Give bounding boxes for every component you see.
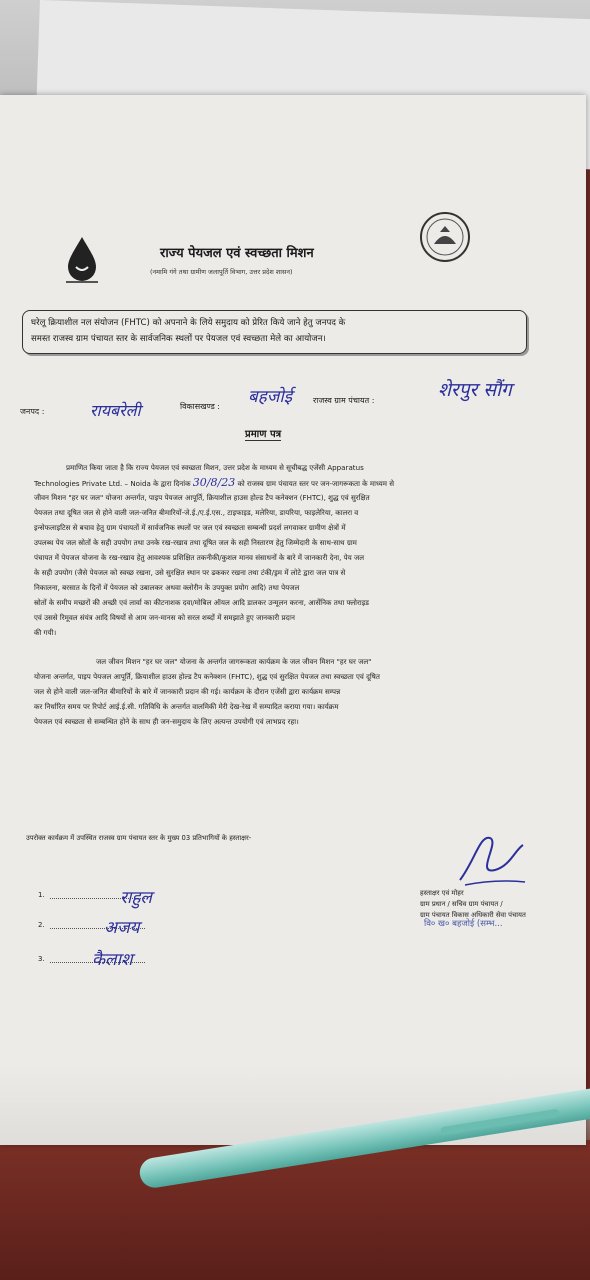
block-label: विकासखण्ड :	[180, 402, 221, 411]
up-govt-emblem-icon	[418, 210, 472, 264]
banner-line-1: घरेलू क्रियाशील नल संयोजन (FHTC) को अपनाने के लिये समुदाय को प्रेरित किये जाने हेतु जनपद के	[31, 318, 346, 328]
paragraph-1-line-6: उपलब्ध पेय जल स्रोतों के सही उपयोग तथा उनके रख-रखाव तथा दूषित जल के सही निस्तारण हेतु जिम्मेदारी के साथ-साथ ग्राम	[34, 538, 357, 547]
paragraph-1-line-9: निकालना, बरसात के दिनों में पेयजल को उबालकर अथवा क्लोरीन के उपयुक्त प्रयोग आदि) तथा पेयजल	[34, 583, 300, 592]
district-label: जनपद :	[20, 407, 45, 416]
paragraph-1-line-8: के सही उपयोग (जैसे पेयजल को स्वच्छ रखना, उसे सुरक्षित स्थान पर ढककर रखना तथा टंकी/ड्रम में लोटे द्वारा जल पात्र से	[34, 568, 346, 577]
signatory-2-number: 2.	[38, 921, 45, 929]
district-value: रायबरेली	[90, 401, 141, 420]
paragraph-1-line-1: प्रमाणित किया जाता है कि राज्य पेयजल एवं स्वच्छता मिशन, उत्तर प्रदेश के माध्यम से सूचीबद्ध एजेंसी Apparatus	[66, 463, 364, 472]
agency-text: Technologies Private Ltd. – Noida के द्वारा दिनांक	[34, 479, 191, 488]
official-signature-icon	[455, 830, 530, 890]
paragraph-1-line-5: इन्सेफलाइटिस से बचाव हेतु ग्राम पंचायतों में सार्वजनिक स्थलों पर जल एवं स्वच्छता सम्बन्धी प्रदर्श लगवाकर ग्रामीण क्षेत्रों में	[34, 523, 346, 532]
certificate-title: प्रमाण पत्र	[245, 426, 281, 441]
paragraph-2-line-4: कर निर्धारित समय पर रिपोर्ट आई.ई.सी. गतिविधि के अन्तर्गत वालमिकी मेरी देख-रेख में सम्पादित कराया गया। कार्यक्रम	[34, 702, 339, 711]
signatory-3-name: कैलाश	[92, 950, 133, 970]
signatory-2-name: अजय	[104, 918, 140, 938]
block-value: बहजोई	[248, 387, 293, 407]
event-date: 30/8/23	[192, 476, 236, 489]
agency-text-cont: को राजस्व ग्राम पंचायत स्तर पर जन-जागरूकता के माध्यम से	[237, 479, 395, 488]
paragraph-1-line-11: एवं उससे रिमूवल संयंत्र आदि विषयों से आम जन-मानस को सरल शब्दों में समझाते हुए जानकारी प्रदान	[34, 613, 295, 622]
official-block	[420, 888, 580, 921]
jal-jeevan-logo-icon	[62, 235, 102, 287]
signatories-intro: उपरोक्त कार्यक्रम में उपस्थित राजस्व ग्राम पंचायत स्तर के मुख्य 03 प्रतिभागियों के हस्ताक्षर-	[26, 834, 252, 842]
official-stamp: वि० ख० बहजोई (सम्भ...	[424, 919, 503, 929]
paragraph-1-line-3: जीवन मिशन "हर घर जल" योजना अन्तर्गत, पाइप पेयजल आपूर्ति, क्रियाशील हाउस होल्ड टैप कनेक्शन (FHTC), शुद्ध एवं सुरक्षित	[34, 493, 370, 502]
signatory-3-number: 3.	[38, 955, 45, 963]
paragraph-2-line-5: पेयजल एवं स्वच्छता से सम्बन्धित होने के साथ ही जन-समुदाय के लिए अत्यन्त उपयोगी एवं लाभप्रद रहा।	[34, 717, 299, 726]
header-title: राज्य पेयजल एवं स्वच्छता मिशन	[160, 246, 314, 261]
paragraph-1-line-7: पंचायत में पेयजल योजना के रख-रखाव हेतु आवश्यक प्रशिक्षित तकनीकी/कुशल मानव संसाधनों के बारे में जानकारी देना, पेय जल	[34, 553, 365, 562]
banner-line-2: समस्त राजस्व ग्राम पंचायत स्तर के सार्वजनिक स्थलों पर पेयजल एवं स्वच्छता मेले का आयोजन।	[31, 334, 326, 344]
paragraph-2-line-1: जल जीवन मिशन "हर घर जल" योजना के अन्तर्गत जागरूकता कार्यक्रम के जल जीवन मिशन "हर घर जल"	[96, 657, 372, 666]
paragraph-2-line-2: योजना अन्तर्गत, पाइप पेयजल आपूर्ति, क्रियाशील हाउस होल्ड टैप कनेक्शन (FHTC), शुद्ध एवं सुरक्षित पेयजल तथा स्वच्छता एवं दूषित	[34, 672, 380, 681]
official-line-2: ग्राम प्रधान / सचिव ग्राम पंचायत /	[420, 900, 503, 908]
signatory-1-name: राहुल	[120, 888, 152, 908]
official-line-1: हस्ताक्षर एवं मोहर	[420, 889, 464, 897]
official-line-3: ग्राम पंचायत विकास अधिकारी सेवा पंचायत	[420, 911, 526, 919]
paragraph-1-line-10: स्रोतों के समीप मच्छरों की अच्छी एवं लार्वा का कीटनाशक दवा/मोबिल ऑयल आदि डालकर उन्मूलन करना, आर्सेनिक तथा फ्लोराइड	[34, 598, 369, 607]
gram-panchayat-label: राजस्व ग्राम पंचायत :	[313, 396, 375, 405]
header-subtitle: (नमामि गंगे तथा ग्रामीण जलापूर्ति विभाग, उत्तर प्रदेश शासन)	[150, 268, 293, 276]
paragraph-1-line-2	[34, 476, 514, 492]
document-page	[0, 95, 586, 1145]
signatory-1-number: 1.	[38, 891, 45, 899]
paragraph-2-line-3: जल से होने वाली जल-जनित बीमारियों के बारे में जानकारी प्रदान की गई। कार्यक्रम के दौरान एजेंसी द्वारा कार्यक्रम सम्पन्न	[34, 687, 341, 696]
event-banner	[22, 310, 527, 354]
paragraph-1-line-12: की गयी।	[34, 628, 57, 637]
paragraph-1-line-4: पेयजल तथा दूषित जल से होने वाली जल-जनित बीमारियों-जे.ई./ए.ई.एस., टाइफाइड, मलेरिया, डायरिया, फाइलेरिया, कालरा व	[34, 508, 359, 517]
gram-panchayat-value: शेरपुर सौंग	[438, 379, 512, 401]
